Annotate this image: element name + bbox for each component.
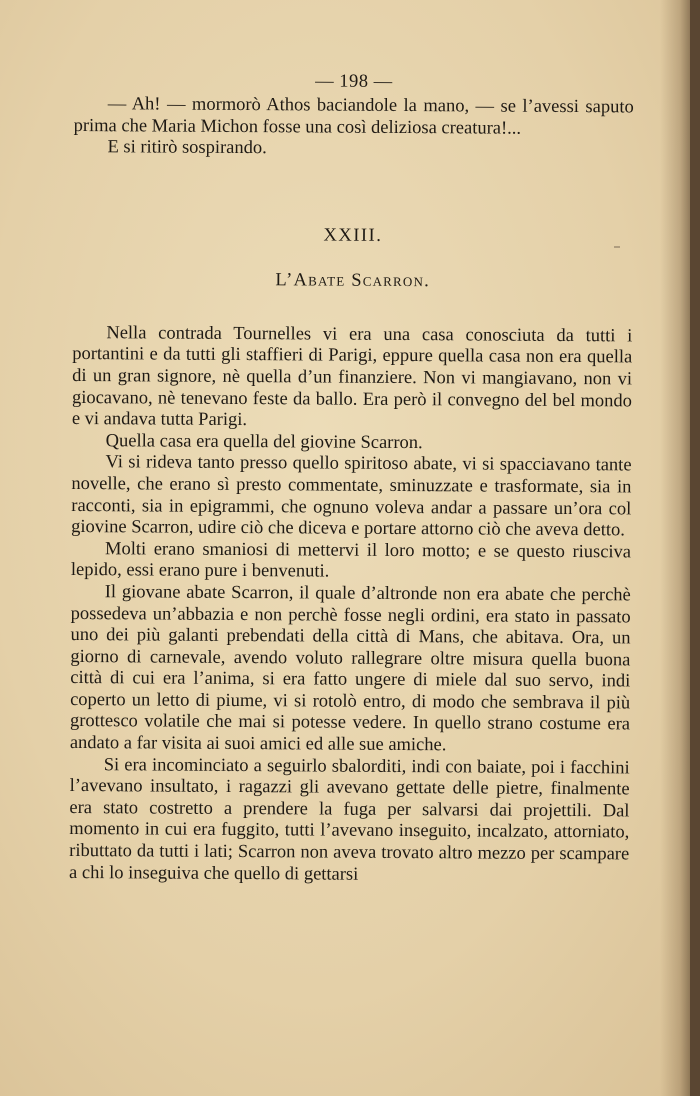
body-paragraph-6: Si era incominciato a seguirlo sbalorditi, indi con baiate, poi i facchini l’avevano insultato, i ragazzi gli avevano gettate delle pietre, finalmente era stato costretto a prendere la fuga per salvarsi dai projettili. Dal momento in cui era fuggito, tutti l’avevano inseguito, incalzato, attorniato, ributtato da tutti i lati; Scarron non aveva trovato altro mezzo per scampare a chi lo inseguiva che quello di gettarsi: [69, 754, 630, 885]
page-text: [69, 66, 634, 888]
body-paragraph-5: Il giovane abate Scarron, il quale d’altronde non era abate che perchè possedeva un’abbazia e non perchè fosse negli ordini, era stato in passato uno dei più galanti prebendati della città di Mans, che abitava. Ora, un giorno di carnevale, avendo voluto rallegrare oltre misura quella buona città di cui era l’anima, si era fatto ungere di miele dal suo servo, indi coperto un letto di piume, vi si rotolò entro, di modo che sembrava il più grottesco volatile che mai si potesse vedere. In quello strano costume era andato a far visita ai suoi amici ed alle sue amiche.: [69, 582, 631, 756]
chapter-body: [69, 323, 632, 888]
body-paragraph-1: Nella contrada Tournelles vi era una casa conosciuta da tutti i portantini e da tutti gli staffieri di Parigi, eppure quella casa non era quella di un gran signore, nè quella d’un finanziere. Non vi mangiavano, non vi giocavano, nè tenevano feste da ballo. Era però il convegno del bel mondo e vi andava tutta Parigi.: [71, 322, 633, 431]
page-edge: [690, 0, 700, 1096]
body-paragraph-4: Molti erano smaniosi di mettervi il loro motto; e se questo riusciva lepido, essi erano pure i benvenuti.: [70, 538, 632, 582]
body-paragraph-3: Vi si rideva tanto presso quello spiritoso abate, vi si spacciavano tante novelle, che erano sì presto commentate, sminuzzate e trasformate, sia in racconti, sia in epigrammi, che ognuno voleva andar a passare un’ora col giovine Scarron, udire ciò che diceva e portare attorno ciò che aveva detto.: [71, 452, 632, 541]
body-paragraph-2: Quella casa era quella del giovine Scarron.: [105, 430, 423, 453]
chapter-title: L’Abate Scarron.: [275, 270, 431, 291]
intro-paragraph-1: — Ah! — mormorò Athos baciandole la mano, — se l’avessi saputo prima che Maria Michon fosse una così deliziosa creatura!...: [73, 94, 634, 139]
page-number: — 198 —: [315, 71, 393, 92]
intro-paragraph-2: E si ritirò sospirando.: [107, 137, 267, 159]
chapter-number: XXIII.: [323, 225, 383, 246]
